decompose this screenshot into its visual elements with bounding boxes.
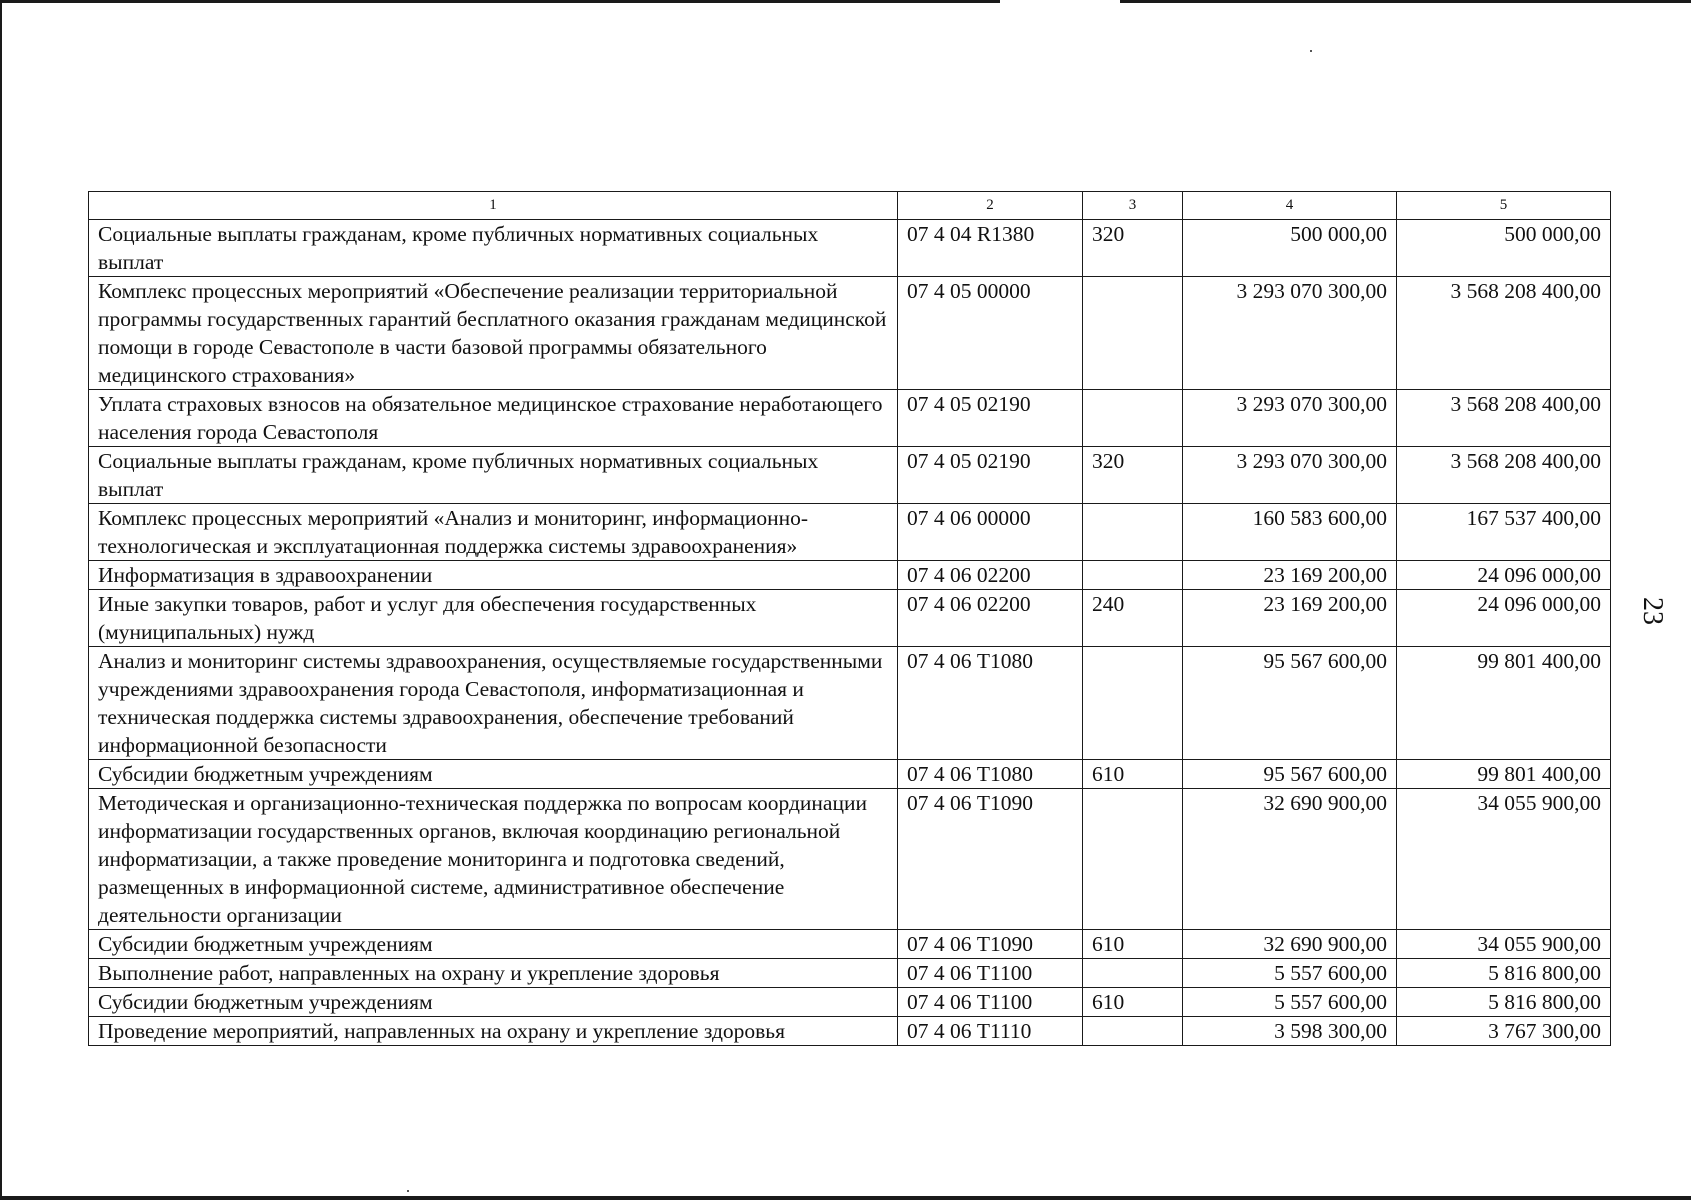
- row-sum-year1-cell: 95 567 600,00: [1183, 760, 1397, 789]
- row-sum-year2-cell: 34 055 900,00: [1397, 930, 1611, 959]
- row-code-cell: 07 4 06 Т1080: [898, 647, 1083, 760]
- row-code-cell: 07 4 06 Т1100: [898, 988, 1083, 1017]
- row-name-cell: Методическая и организационно-техническая поддержка по вопросам координации информатизации государственных органов, включая координацию региональной информатизации, а также проведение мониторинга и подготовка сведений, размещенных в информационной системе, административное обеспечение деятельности организации: [89, 789, 898, 930]
- row-sum-year1-cell: 500 000,00: [1183, 220, 1397, 277]
- scan-border-top: [0, 0, 1691, 3]
- row-sum-year2-cell: 5 816 800,00: [1397, 959, 1611, 988]
- table-row: [89, 390, 1611, 447]
- table-row: [89, 504, 1611, 561]
- row-name-cell: Информатизация в здравоохранении: [89, 561, 898, 590]
- row-type-cell: [1083, 647, 1183, 760]
- header-row: [89, 192, 1611, 220]
- row-code-cell: 07 4 05 00000: [898, 277, 1083, 390]
- row-code-cell: 07 4 06 00000: [898, 504, 1083, 561]
- row-sum-year2-cell: 3 568 208 400,00: [1397, 277, 1611, 390]
- row-code-cell: 07 4 06 Т1100: [898, 959, 1083, 988]
- scan-border-bottom: [0, 1196, 1691, 1200]
- row-sum-year2-cell: 5 816 800,00: [1397, 988, 1611, 1017]
- row-name-cell: Выполнение работ, направленных на охрану и укрепление здоровья: [89, 959, 898, 988]
- row-name-cell: Уплата страховых взносов на обязательное медицинское страхование неработающего населения города Севастополя: [89, 390, 898, 447]
- row-sum-year1-cell: 3 293 070 300,00: [1183, 447, 1397, 504]
- table-row: [89, 447, 1611, 504]
- row-sum-year1-cell: 95 567 600,00: [1183, 647, 1397, 760]
- row-type-cell: 610: [1083, 930, 1183, 959]
- row-sum-year2-cell: 34 055 900,00: [1397, 789, 1611, 930]
- row-type-cell: 320: [1083, 447, 1183, 504]
- scan-border-left: [0, 0, 2, 1200]
- row-name-cell: Социальные выплаты гражданам, кроме публичных нормативных социальных выплат: [89, 447, 898, 504]
- column-header: 5: [1397, 192, 1611, 220]
- row-code-cell: 07 4 06 Т1090: [898, 930, 1083, 959]
- row-sum-year1-cell: 32 690 900,00: [1183, 930, 1397, 959]
- row-name-cell: Иные закупки товаров, работ и услуг для обеспечения государственных (муниципальных) нужд: [89, 590, 898, 647]
- row-sum-year2-cell: 3 568 208 400,00: [1397, 447, 1611, 504]
- row-name-cell: Проведение мероприятий, направленных на охрану и укрепление здоровья: [89, 1017, 898, 1046]
- row-code-cell: 07 4 05 02190: [898, 447, 1083, 504]
- row-type-cell: [1083, 789, 1183, 930]
- column-header: 1: [89, 192, 898, 220]
- row-code-cell: 07 4 06 Т1090: [898, 789, 1083, 930]
- row-type-cell: [1083, 1017, 1183, 1046]
- row-sum-year1-cell: 23 169 200,00: [1183, 590, 1397, 647]
- row-type-cell: [1083, 390, 1183, 447]
- row-sum-year2-cell: 24 096 000,00: [1397, 590, 1611, 647]
- column-header: 4: [1183, 192, 1397, 220]
- table-row: [89, 590, 1611, 647]
- row-name-cell: Социальные выплаты гражданам, кроме публичных нормативных социальных выплат: [89, 220, 898, 277]
- row-sum-year1-cell: 3 293 070 300,00: [1183, 277, 1397, 390]
- row-type-cell: [1083, 561, 1183, 590]
- row-code-cell: 07 4 06 Т1110: [898, 1017, 1083, 1046]
- table-body: [89, 220, 1611, 1046]
- table-row: [89, 647, 1611, 760]
- row-sum-year2-cell: 500 000,00: [1397, 220, 1611, 277]
- row-code-cell: 07 4 04 R1380: [898, 220, 1083, 277]
- row-sum-year2-cell: 99 801 400,00: [1397, 647, 1611, 760]
- row-type-cell: [1083, 959, 1183, 988]
- row-sum-year1-cell: 3 293 070 300,00: [1183, 390, 1397, 447]
- table-row: [89, 277, 1611, 390]
- row-code-cell: 07 4 06 Т1080: [898, 760, 1083, 789]
- row-sum-year2-cell: 24 096 000,00: [1397, 561, 1611, 590]
- scan-border-gap: [1000, 0, 1120, 3]
- row-name-cell: Субсидии бюджетным учреждениям: [89, 760, 898, 789]
- row-type-cell: 240: [1083, 590, 1183, 647]
- budget-table: [88, 191, 1611, 1046]
- column-header: 2: [898, 192, 1083, 220]
- row-name-cell: Анализ и мониторинг системы здравоохранения, осуществляемые государственными учреждениями здравоохранения города Севастополя, информатизационная и техническая поддержка системы здравоохранения, обеспечение требований информационной безопасности: [89, 647, 898, 760]
- row-code-cell: 07 4 06 02200: [898, 590, 1083, 647]
- table-row: [89, 760, 1611, 789]
- row-type-cell: 610: [1083, 760, 1183, 789]
- row-code-cell: 07 4 05 02190: [898, 390, 1083, 447]
- row-sum-year1-cell: 23 169 200,00: [1183, 561, 1397, 590]
- scan-speck: [407, 1190, 409, 1192]
- row-type-cell: [1083, 504, 1183, 561]
- column-header: 3: [1083, 192, 1183, 220]
- row-sum-year1-cell: 5 557 600,00: [1183, 959, 1397, 988]
- table-row: [89, 220, 1611, 277]
- table-row: [89, 930, 1611, 959]
- row-type-cell: [1083, 277, 1183, 390]
- table-row: [89, 789, 1611, 930]
- row-name-cell: Комплекс процессных мероприятий «Обеспечение реализации территориальной программы государственных гарантий бесплатного оказания гражданам медицинской помощи в городе Севастополе в части базовой программы обязательного медицинского страхования»: [89, 277, 898, 390]
- row-type-cell: 320: [1083, 220, 1183, 277]
- row-sum-year1-cell: 160 583 600,00: [1183, 504, 1397, 561]
- row-sum-year2-cell: 167 537 400,00: [1397, 504, 1611, 561]
- row-name-cell: Субсидии бюджетным учреждениям: [89, 988, 898, 1017]
- page-number: 23: [1637, 597, 1668, 625]
- scan-speck: [1310, 50, 1312, 52]
- table-row: [89, 561, 1611, 590]
- table-row: [89, 1017, 1611, 1046]
- row-name-cell: Комплекс процессных мероприятий «Анализ и мониторинг, информационно-технологическая и эксплуатационная поддержка системы здравоохранения»: [89, 504, 898, 561]
- row-code-cell: 07 4 06 02200: [898, 561, 1083, 590]
- row-name-cell: Субсидии бюджетным учреждениям: [89, 930, 898, 959]
- row-sum-year1-cell: 32 690 900,00: [1183, 789, 1397, 930]
- table-row: [89, 988, 1611, 1017]
- row-sum-year2-cell: 99 801 400,00: [1397, 760, 1611, 789]
- row-sum-year1-cell: 3 598 300,00: [1183, 1017, 1397, 1046]
- row-type-cell: 610: [1083, 988, 1183, 1017]
- row-sum-year2-cell: 3 767 300,00: [1397, 1017, 1611, 1046]
- row-sum-year1-cell: 5 557 600,00: [1183, 988, 1397, 1017]
- row-sum-year2-cell: 3 568 208 400,00: [1397, 390, 1611, 447]
- table-row: [89, 959, 1611, 988]
